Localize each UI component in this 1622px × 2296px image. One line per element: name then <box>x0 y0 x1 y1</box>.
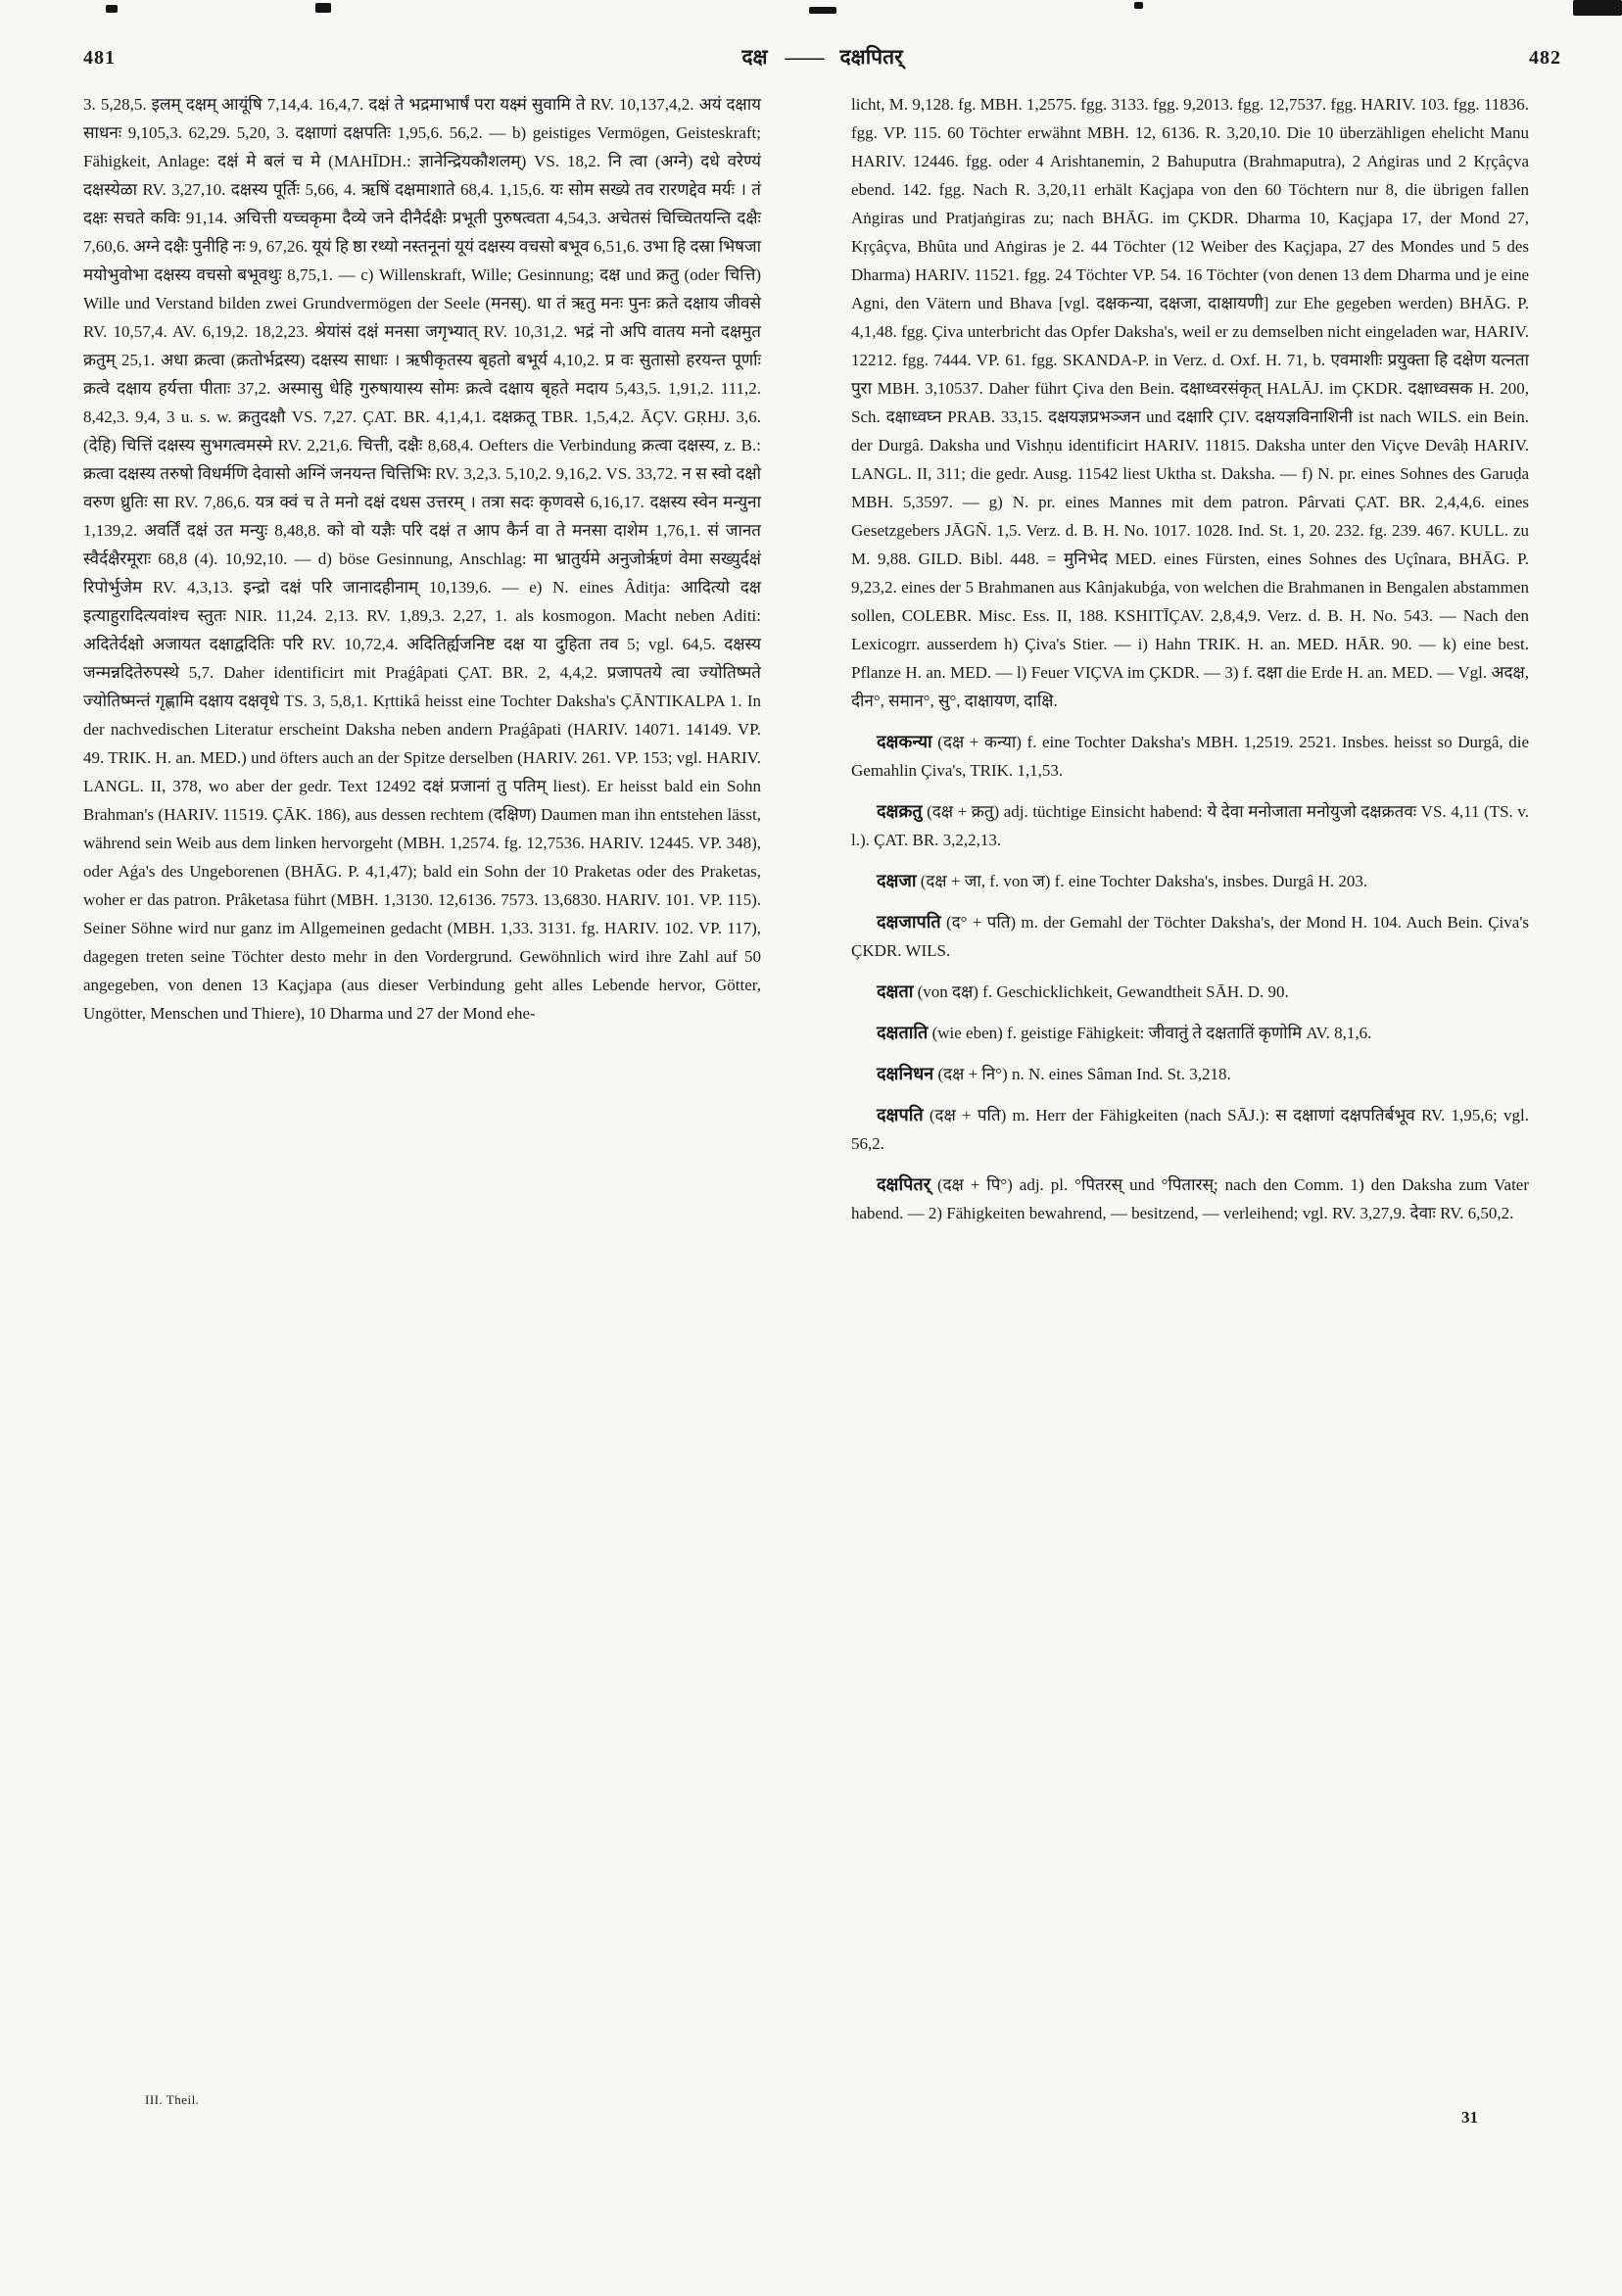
entry-dakshakanya <box>851 728 1529 785</box>
entry-text-chunk: c) Willenskraft, Wille; Gesinnung; दक्ष und क्रतु (oder चित्ति) Wille und Verstand bilden zwei Grundvermögen der Seele (मनस्). धा तं ऋतु मनः पुनः क्रते दक्षाय जीवसे RV. 10,57,4. AV. 6,19,2. 18,2,23. श्रेयांसं दक्षं मनसा जगृभ्यात् RV. 10,31,2. भद्रं नो अपि वातय मनो दक्षमुत क्रतुम् 25,1. अधा क्रत्वा (क्रतोर्भद्रस्य) दक्षस्य साधाः । ऋषीकृतस्य बृहतो बभूर्य 4,10,2. प्र वः सुतासो हरयन्त पूर्णाः क्रत्वे दक्षाय हर्यत्ता पीताः 37,2. अस्मासु धेहि गुरुषायास्य सोमः क्रत्वे दक्षाय बृहते मदाय 5,43,5. 1,91,2. 111,2. 8,42,3. 9,4, 3 u. s. w. क्रतुदक्षौ VS. 7,27. ÇAT. BR. 4,1,4,1. दक्षक्रतू TBR. 1,5,4,2. ĀÇV. GṚHJ. 3,6. (देहि) चित्तिं दक्षस्य सुभगत्वमस्मे RV. 2,21,6. चित्ती, दक्षैः 8,68,4. Oefters die Verbindung क्रत्वा दक्षस्य, z. B.: क्रत्वा दक्षस्य तरुषो विधर्मणि देवासो अग्निं जनयन्त चित्तिभिः RV. 3,2,3. 5,10,2. 9,16,2. VS. 33,72. न स स्वो दक्षो वरुण ध्रुतिः सा RV. 7,86,6. यत्र क्वं च ते मनो दक्षं दधस उत्तरम् । तत्रा सदः कृणवसे 6,16,17. दक्षस्य स्वेन मन्युना 1,139,2. अवर्तिं दक्षं उत मन्युः 8,48,8. को वो यज्ञैः परि दक्षं त आप कैर्न वा ते मनसा दाशेम 1,76,1. सं जानत स्वैर्दक्षैरमूराः 68,8 (4). 10,92,10. — <box>83 265 762 568</box>
running-head-left-word: दक्ष <box>741 45 768 69</box>
running-head <box>201 43 1444 71</box>
entry-body: (दक्ष + क्रतु) adj. tüchtige Einsicht habend: ये देवा मनोजाता मनोयुजो दक्षक्रतवः VS. 4,11 (TS. v. l.). ÇAT. BR. 3,2,2,13. <box>851 802 1529 849</box>
headword: दक्षनिधन <box>877 1064 934 1083</box>
entry-dakshakratu <box>851 797 1529 854</box>
entry-body: (दक्ष + पि°) adj. pl. °पितरस् und °पितारस्; nach den Comm. 1) den Daksha zum Vater habend. — 2) Fähigkeiten bewahrend, — besitzend, — verleihend; vgl. RV. 3,27,9. देवाः RV. 6,50,2. <box>851 1175 1529 1222</box>
page-number-left: 481 <box>83 47 116 69</box>
volume-footnote: III. Theil. <box>145 2092 200 2107</box>
entry-body: (दक्ष + पति) m. Herr der Fähigkeiten (nach SĀJ.): स दक्षाणां दक्षपतिर्बभूव RV. 1,95,6; vgl. 56,2. <box>851 1106 1530 1153</box>
entry-dakshata <box>851 978 1529 1006</box>
headword: दक्षताति <box>877 1023 929 1042</box>
scan-artifact <box>106 5 118 13</box>
entry-text-chunk: licht, M. 9,128. fg. MBH. 1,2575. fgg. 3133. fgg. 9,2013. fgg. 12,7537. fgg. HARIV. 103. fgg. 11836. fgg. VP. 115. 60 Töchter erwähnt MBH. 12, 6136. R. 3,20,10. Die 10 überzähligen ehelicht Manu HARIV. 12446. fgg. oder 4 Arishtanemin, 2 Bahuputra (Brahmaputra), 2 Aṅgiras und 2 Kṛçâçva ebend. 142. fgg. Nach R. 3,20,11 erhält Kaçjapa von den 60 Töchtern nur 8, die übrigen fallen Aṅgiras und Pratjaṅgiras zu; nach BHĀG. im ÇKDR. Dharma 10, Kaçjapa 17, der Mond 27, Kṛçâçva, Bhûta und Aṅgiras je 2. 44 Töchter (12 Weiber des Kaçjapa, 27 des Mondes und 5 des Dharma) HARIV. 11521. fgg. 24 Töchter VP. 54. 16 Töchter (von denen 13 dem Dharma und je eine Agni, den Vätern und Bhava [vgl. दक्षकन्या, दक्षजा, दाक्षायणी] zur Ehe gegeben werden) BHĀG. P. 4,1,48. fgg. Çiva unterbricht das Opfer Daksha's, weil er zu demselben nicht eingeladen war, HARIV. 12212. fgg. 7444. VP. 61. fgg. SKANDA-P. in Verz. d. Oxf. H. 71, b. एवमाशीः प्रयुक्ता हि दक्षेण यत्नता पुरा MBH. 3,10537. Daher führt Çiva den Bein. दक्षाध्वरसंकृत् HALĀJ. im ÇKDR. दक्षाध्वसक H. 200, Sch. दक्षाध्वघ्न PRAB. 33,15. दक्षयज्ञप्रभञ्जन und दक्षारि ÇIV. दक्षयज्ञविनाशिनी ist nach WILS. ein Bein. der Durgâ. Daksha und Vishṇu identificirt HARIV. 11815. Daksha unter den Viçve Devâḥ HARIV. LANGL. II, 311; die gedr. Ausg. 11542 liest Uktha st. Daksha. — f) N. pr. eines Sohnes des Garuḍa MBH. 5,3597. — g) N. pr. eines Mannes mit dem patron. Pârvati ÇAT. BR. 2,4,4,6. eines Gesetzgebers JĀGÑ. 1,5. Verz. d. B. H. No. 1017. 1028. Ind. St. 1, 20. 232. fg. 239. 467. KULL. zu M. 9,88. GILD. Bibl. 448. = मुनिभेद MED. eines Fürsten, eines Sohnes des Uçînara, BHĀG. P. 9,23,2. eines der 5 Brahmanen aus Kânjakubǵa, von welchen die Brahmanen in Bengalen abstammen sollen, COLEBR. Misc. Ess. II, 188. KSHITĪÇAV. 2,8,4,9. Verz. d. B. H. No. 543. — Nach den Lexicogrr. ausserdem h) Çiva's Stier. — i) Hahn TRIK. H. an. MED. HĀR. 90. — k) eine best. Pflanze H. an. MED. — l) Feuer VIÇVA im ÇKDR. — 3) f. दक्षा die Erde H. an. MED. — Vgl. अदक्ष, दीन°, समान°, सु°, दाक्षायण, दाक्षि. <box>851 95 1529 710</box>
entry-dakshatati <box>851 1019 1529 1047</box>
entry-body: (wie eben) f. geistige Fähigkeit: जीवातुं ते दक्षतातिं कृणोमि AV. 8,1,6. <box>931 1024 1372 1042</box>
right-column <box>851 90 1529 1227</box>
entry-dakshapitar <box>851 1171 1529 1227</box>
headword: दक्षकन्या <box>877 732 932 751</box>
entry-dakshapati <box>851 1101 1529 1158</box>
page-number-right: 482 <box>1529 47 1561 69</box>
scan-artifact <box>315 3 331 13</box>
entry-dakshanidhana <box>851 1060 1529 1088</box>
scan-artifact <box>1134 2 1143 9</box>
entry-text-chunk: b) geistiges Vermögen, Geisteskraft; Fähigkeit, Anlage: दक्षं मे बलं च मे (MAHĪDH.: ज्ञानेन्द्रियकौशलम्) VS. 18,2. नि त्वा (अग्ने) दधे वरेण्यं दक्षस्येळा RV. 3,27,10. दक्षस्य पूर्तिः 5,66, 4. ऋषिं दक्षमाशाते 68,4. 1,15,6. यः सोम सख्ये तव रारणद्देव मर्यः । तं दक्षः सचते कविः 91,14. अचित्ती यच्चकृमा दैव्ये जने दीनैर्दक्षैः प्रभूती पुरुषत्वता 4,54,3. अचेतसं चिच्चितयन्ति दक्षैः 7,60,6. अग्ने दक्षैः पुनीहि नः 9, 67,26. यूयं हि ष्ठा रथ्यो नस्तनूनां यूयं दक्षस्य वचसो बभूव 6,51,6. उभा हि दस्रा भिषजा मयोभुवोभा दक्षस्य वचसो बभूवथुः 8,75,1. — <box>83 123 762 284</box>
scan-artifact <box>809 7 836 14</box>
entry-body: (द° + पति) m. der Gemahl der Töchter Daksha's, der Mond H. 104. Auch Bein. Çiva's ÇKDR. WILS. <box>851 913 1530 960</box>
entry-text-chunk: d) böse Gesinnung, Anschlag: मा भ्रातुर्यमे अनुजोर्ऋणं वेमा सख्युर्दक्षं रिपोर्भुजेम RV. 4,3,13. इन्द्रो दक्षं परि जानादहीनाम् 10,139,6. — <box>83 550 761 597</box>
scan-artifact <box>1573 0 1622 16</box>
running-head-right-word: दक्षपितर् <box>839 45 903 69</box>
headword: दक्षता <box>877 981 914 1001</box>
entry-body: (दक्ष + कन्या) f. eine Tochter Daksha's MBH. 1,2519. 2521. Insbes. heisst so Durgâ, die Gemahlin Çiva's, TRIK. 1,1,53. <box>851 733 1529 780</box>
running-head-separator: —— <box>785 45 823 69</box>
headword: दक्षजा <box>877 871 917 890</box>
page-header <box>83 43 1561 71</box>
sheet-signature: 31 <box>1461 2108 1478 2127</box>
headword: दक्षपति <box>877 1105 924 1124</box>
entry-dakshajapati <box>851 908 1529 965</box>
entry-daksha-continuation-right <box>851 90 1529 715</box>
entry-text-chunk: e) N. eines Âditja: आदित्यो दक्ष इत्याहुरादित्यवांश्च स्तुतः NIR. 11,24. 2,13. RV. 1,89,3. 2,27, 1. als kosmogon. Macht neben Aditi: अदितेर्दक्षो अजायत दक्षाद्वदितिः परि RV. 10,72,4. अदितिर्ह्यजनिष्ट दक्ष या दुहिता तव 5; vgl. 64,5. दक्षस्य जन्मन्नदितेरुपस्थे 5,7. Daher identificirt mit Praǵâpati ÇAT. BR. 2, 4,4,2. प्रजापतये त्वा ज्योतिष्मते ज्योतिष्मन्तं गृह्णामि दक्षाय दक्षवृधे TS. 3, 5,8,1. Kṛttikâ heisst eine Tochter Daksha's ÇĀNTIKALPA 1. In der nachvedischen Literatur erscheint Daksha neben andern Praǵâpati (HARIV. 14071. 14149. VP. 49. TRIK. H. an. MED.) und öfters auch an der Spitze derselben (HARIV. 261. VP. 153; vgl. HARIV. LANGL. II, 378, wo aber der gedr. Text 12492 दक्षं प्रजानां तु पतिम् liest). Er heisst bald ein Sohn Brahman's (HARIV. 11519. ÇĀK. 186), aus dessen rechtem (दक्षिण) Daumen man ihn entstehen lässt, während sein Weib aus dem linken hervorgeht (MBH. 1,2574. fg. 12,7536. HARIV. 12445. VP. 348), oder Aǵa's des Ungeborenen (BHĀG. P. 4,1,47); bald ein Sohn der 10 Praketas oder des Praketas, woher er das patron. Prâketasa führt (MBH. 1,3130. 12,6136. 7573. 13,6830. HARIV. 101. VP. 115). Seiner Söhne wird nur ganz im Allgemeinen gedacht (MBH. 1,33. 3131. fg. HARIV. 102. VP. 117), dagegen treten seine Töchter desto mehr in den Vordergrund. Gewöhnlich wird ihre Zahl auf 50 angegeben, von denen 13 Kaçjapa (aus dieser Verbindung geht alles Lebende hervor, Götter, Ungötter, Menschen und Thiere), 10 Dharma und 27 der Mond ehe- <box>83 578 761 1023</box>
entry-dakshaja <box>851 867 1529 895</box>
entry-body: (दक्ष + नि°) n. N. eines Sâman Ind. St. 3,218. <box>937 1065 1231 1083</box>
left-column <box>83 90 761 1227</box>
entry-daksha-continuation <box>83 90 761 1028</box>
entry-text-chunk: 3. 5,28,5. इलम् दक्षम् आयूंषि 7,14,4. 16,4,7. दक्षं ते भद्रमाभार्षं परा यक्ष्मं सुवामि ते RV. 10,137,4,2. अयं दक्षाय साधनः 9,105,3. 62,29. 5,20, 3. दक्षाणां दक्षपतिः 1,95,6. 56,2. — <box>83 95 761 142</box>
headword: दक्षजापति <box>877 912 941 932</box>
entry-body: (दक्ष + जा, f. von ज) f. eine Tochter Daksha's, insbes. Durgâ H. 203. <box>920 872 1368 890</box>
entry-body: (von दक्ष) f. Geschicklichkeit, Gewandtheit SĀH. D. 90. <box>917 982 1289 1001</box>
headword: दक्षक्रतु <box>877 801 923 821</box>
headword: दक्षपितर् <box>877 1174 930 1194</box>
text-columns <box>83 90 1529 1227</box>
